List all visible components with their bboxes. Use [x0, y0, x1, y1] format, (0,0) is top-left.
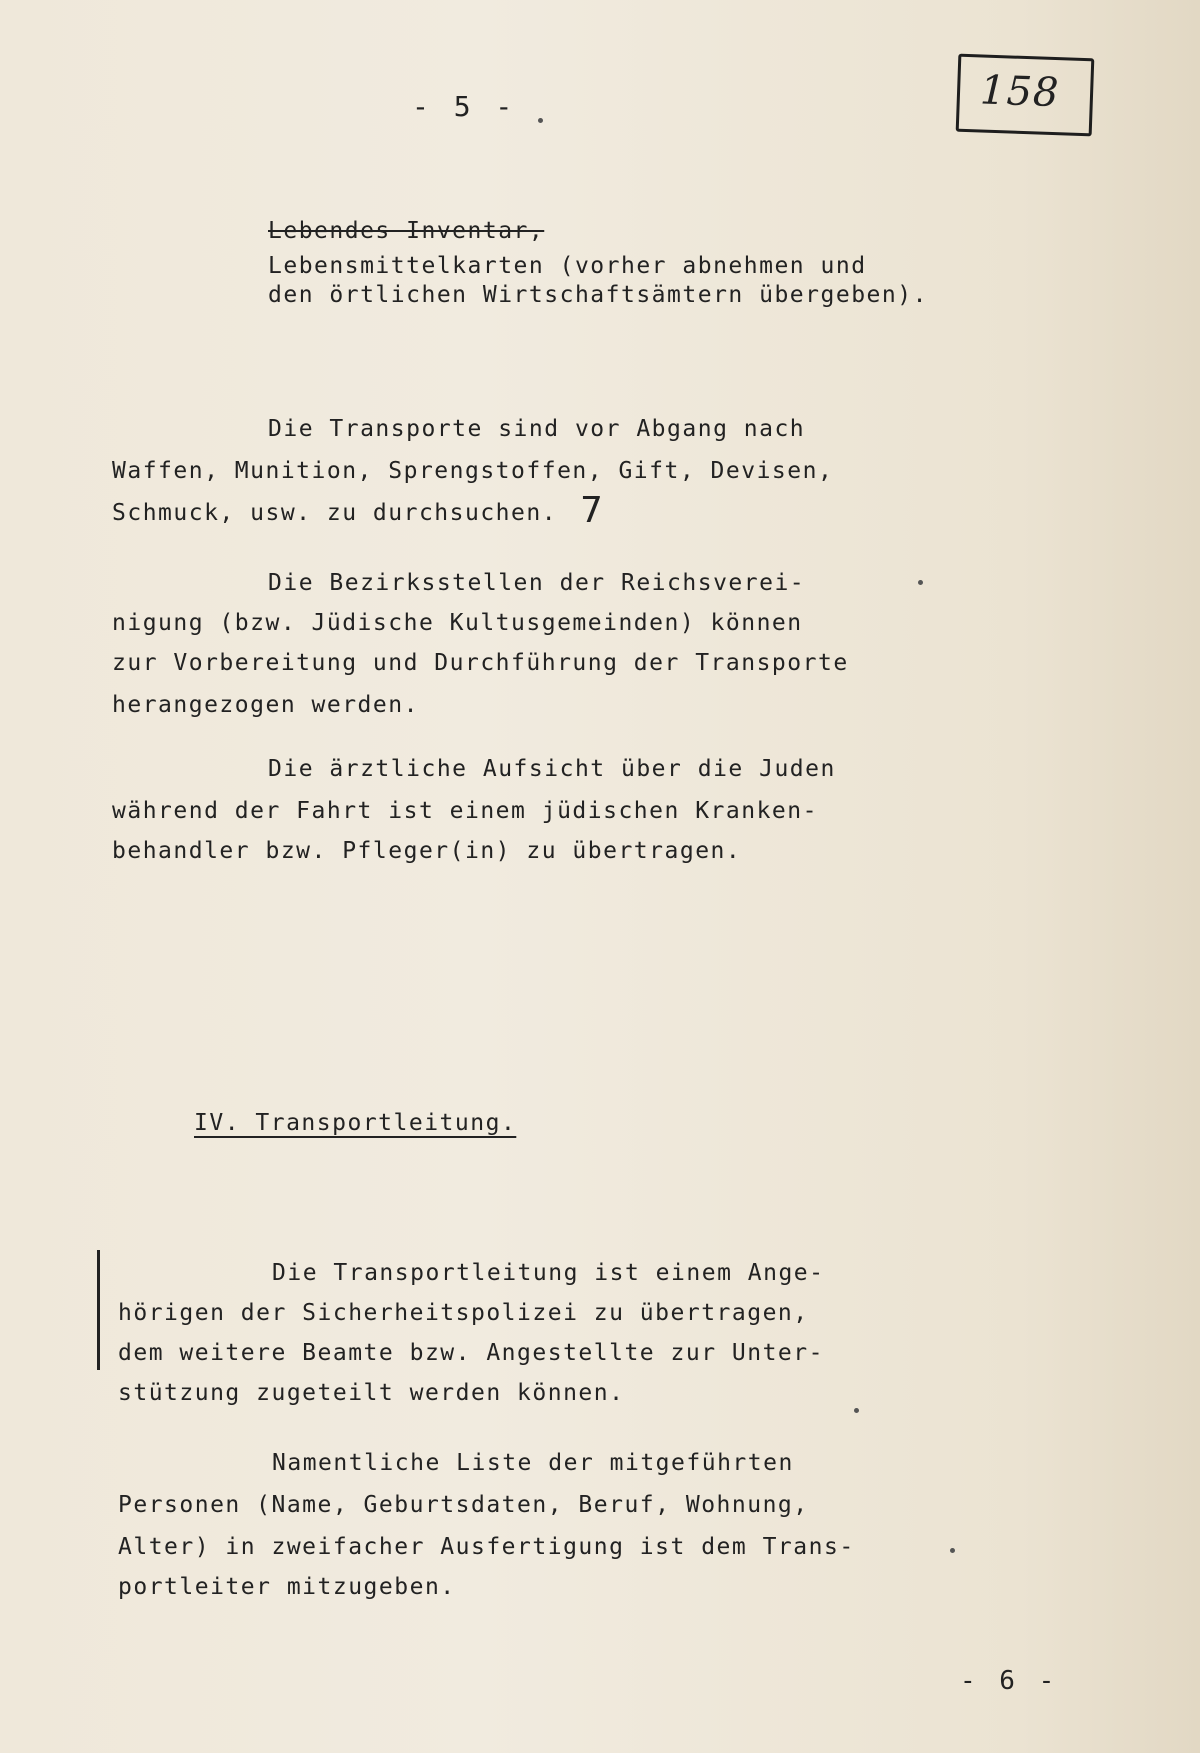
paragraph-line: nigung (bzw. Jüdische Kultusgemeinden) können [112, 610, 803, 636]
paragraph-line: Namentliche Liste der mitgeführten [272, 1450, 794, 1476]
paragraph-line: Alter) in zweifacher Ausfertigung ist dem Trans- [118, 1534, 855, 1560]
paragraph-line: hörigen der Sicherheitspolizei zu übertragen, [118, 1300, 809, 1326]
paper-speck [538, 118, 543, 123]
paragraph-line: während der Fahrt ist einem jüdischen Kranken- [112, 798, 818, 824]
paragraph-line: Die Transporte sind vor Abgang nach [268, 416, 806, 442]
paragraph-line: Die ärztliche Aufsicht über die Juden [268, 756, 836, 782]
paragraph-line: Schmuck, usw. zu durchsuchen. [112, 500, 558, 526]
paragraph-line: Die Transportleitung ist einem Ange- [272, 1260, 825, 1286]
paragraph-line: dem weitere Beamte bzw. Angestellte zur Unter- [118, 1340, 824, 1366]
list-item-line: den örtlichen Wirtschaftsämtern übergeben). [268, 282, 928, 308]
paragraph-line: Die Bezirksstellen der Reichsverei- [268, 570, 806, 596]
archive-stamp-box [956, 54, 1095, 137]
paper-speck [918, 580, 923, 585]
paper-speck [950, 1548, 955, 1553]
paper-speck [854, 1408, 859, 1413]
archive-number: 158 [979, 67, 1061, 117]
margin-mark [97, 1250, 100, 1370]
list-item-struck: Lebendes Inventar, [268, 218, 545, 244]
bracket-mark: 7 [580, 490, 603, 531]
paragraph-line: stützung zugeteilt werden können. [118, 1380, 625, 1406]
list-item-line: Lebensmittelkarten (vorher abnehmen und [268, 253, 867, 279]
paragraph-line: Waffen, Munition, Sprengstoffen, Gift, Devisen, [112, 458, 834, 484]
section-heading: IV. Transportleitung. [194, 1110, 517, 1136]
paragraph-line: behandler bzw. Pfleger(in) zu übertragen. [112, 838, 742, 864]
paragraph-line: portleiter mitzugeben. [118, 1574, 456, 1600]
next-page-number: - 6 - [960, 1666, 1059, 1696]
paragraph-line: Personen (Name, Geburtsdaten, Beruf, Wohnung, [118, 1492, 809, 1518]
paragraph-line: zur Vorbereitung und Durchführung der Transporte [112, 650, 849, 676]
page-number: - 5 - [412, 90, 517, 123]
paragraph-line: herangezogen werden. [112, 692, 419, 718]
